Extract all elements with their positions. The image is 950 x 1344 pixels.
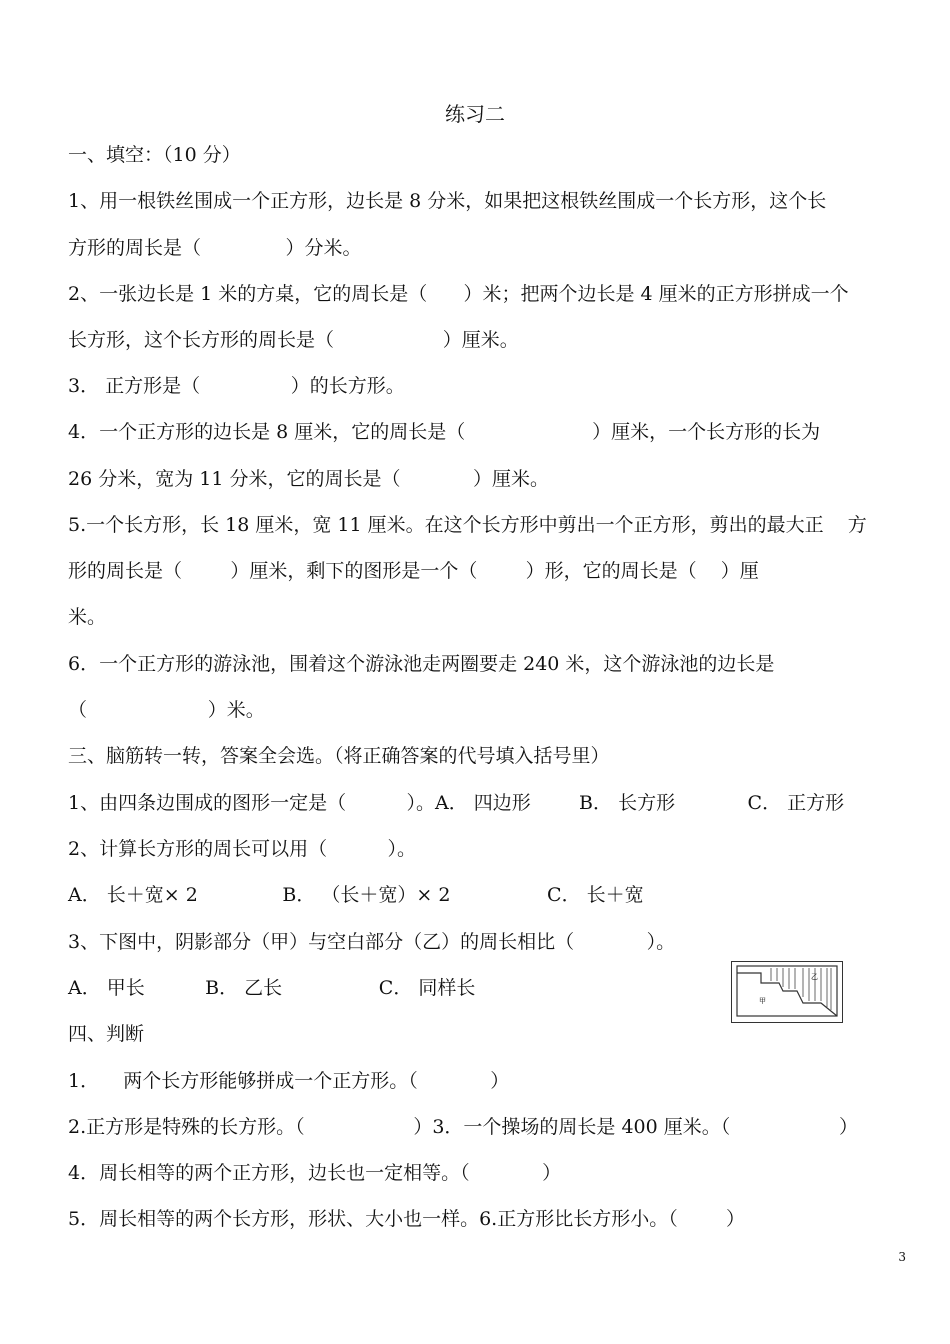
question-line: 2、一张边长是 1 米的方桌，它的周长是（ ）米；把两个边长是 4 厘米的正方形拼成一个 bbox=[68, 283, 849, 305]
page-number: 3 bbox=[898, 1250, 906, 1264]
answer-options: A． 甲长 B． 乙长 C． 同样长 bbox=[68, 977, 476, 999]
section-heading-choice: 三、脑筋转一转，答案全会选。（将正确答案的代号填入括号里） bbox=[68, 745, 610, 767]
figure-label-yi: 乙 bbox=[811, 973, 818, 981]
answer-options: A． 长＋宽× 2 B． （长＋宽）× 2 C． 长＋宽 bbox=[68, 884, 644, 906]
question-line: 4．一个正方形的边长是 8 厘米，它的周长是（ ）厘米，一个长方形的长为 bbox=[68, 421, 821, 443]
question-line: 2.正方形是特殊的长方形。（ ）3．一个操场的周长是 400 厘米。（ ） bbox=[68, 1116, 858, 1138]
question-line: 米。 bbox=[68, 606, 107, 628]
section-heading-judge: 四、判断 bbox=[68, 1023, 145, 1045]
question-line: 1． 两个长方形能够拼成一个正方形。（ ） bbox=[68, 1070, 510, 1092]
figure-label-jia: 甲 bbox=[759, 997, 766, 1005]
question-line: （ ）米。 bbox=[68, 699, 265, 721]
section-heading-fill-blank: 一、填空：（10 分） bbox=[68, 144, 241, 166]
question-line: 形的周长是（ ）厘米，剩下的图形是一个（ ）形，它的周长是（ ）厘 bbox=[68, 560, 759, 582]
question-line: 6．一个正方形的游泳池，围着这个游泳池走两圈要走 240 米，这个游泳池的边长是 bbox=[68, 653, 775, 675]
question-line: 5．周长相等的两个长方形，形状、大小也一样。6.正方形比长方形小。（ ） bbox=[68, 1208, 746, 1230]
question-line: 3． 正方形是（ ）的长方形。 bbox=[68, 375, 405, 397]
perimeter-figure bbox=[731, 961, 843, 1023]
question-line: 1、用一根铁丝围成一个正方形，边长是 8 分米，如果把这根铁丝围成一个长方形，这个长 bbox=[68, 190, 827, 212]
question-line: 3、下图中，阴影部分（甲）与空白部分（乙）的周长相比（ ）。 bbox=[68, 931, 676, 953]
question-line: 长方形，这个长方形的周长是（ ）厘米。 bbox=[68, 329, 519, 351]
question-line: 2、计算长方形的周长可以用（ ）。 bbox=[68, 838, 416, 860]
page-title: 练习二 bbox=[445, 102, 505, 126]
question-line: 26 分米，宽为 11 分米，它的周长是（ ）厘米。 bbox=[68, 468, 549, 490]
question-line: 方形的周长是（ ）分米。 bbox=[68, 237, 362, 259]
question-line: 1、由四条边围成的图形一定是（ ）。A． 四边形 B． 长方形 C． 正方形 bbox=[68, 792, 845, 814]
question-line: 5.一个长方形，长 18 厘米，宽 11 厘米。在这个长方形中剪出一个正方形，剪出的最大正 方 bbox=[68, 514, 867, 536]
question-line: 4．周长相等的两个正方形，边长也一定相等。（ ） bbox=[68, 1162, 562, 1184]
